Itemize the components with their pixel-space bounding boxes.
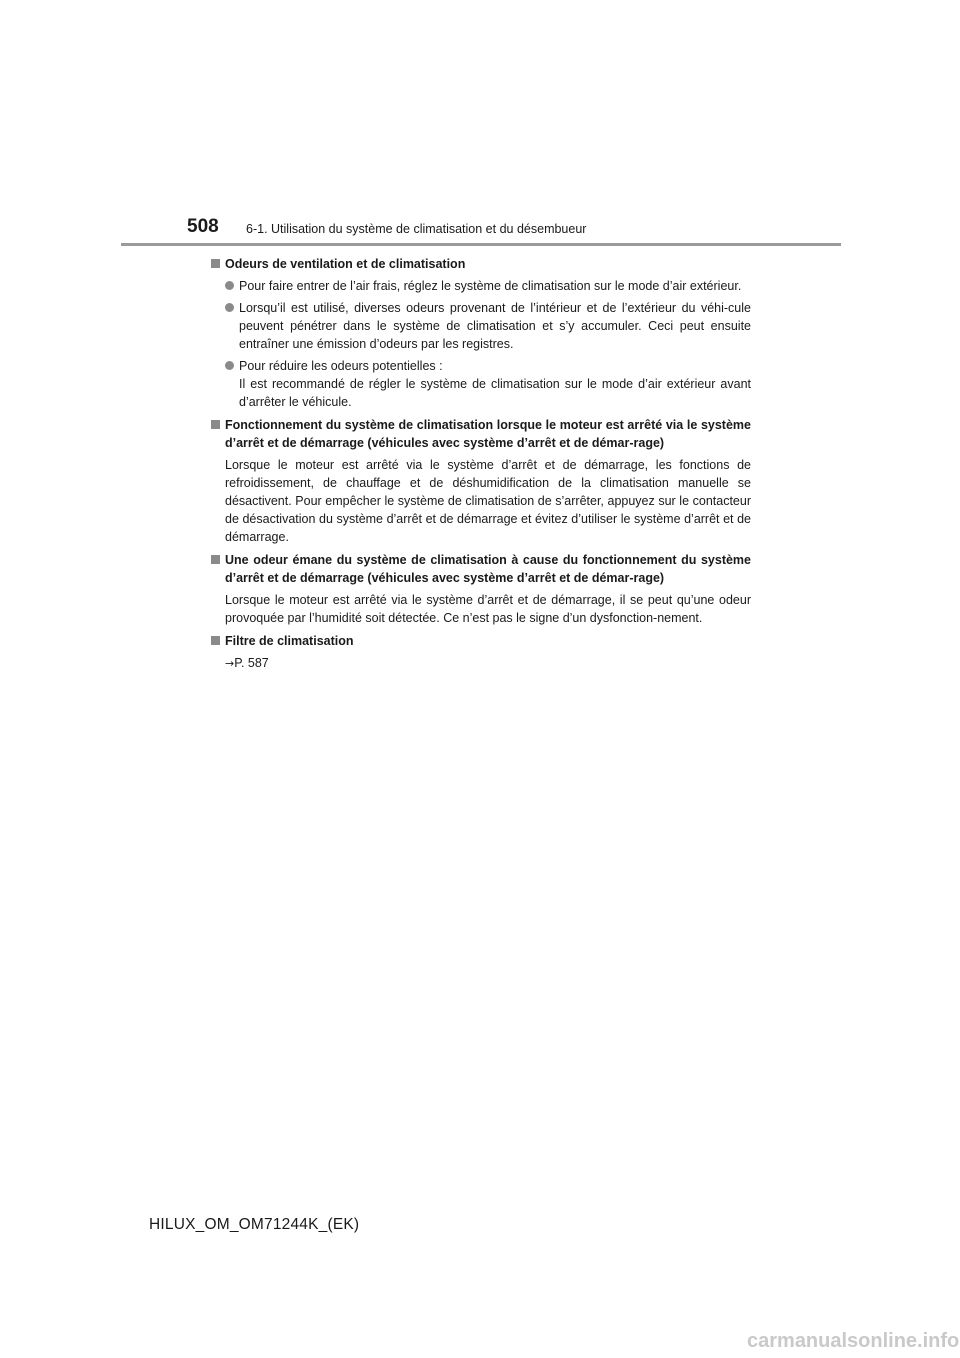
section-title (211, 551, 751, 587)
list-item-lead: Pour réduire les odeurs potentielles : (239, 359, 443, 373)
header-divider (121, 243, 841, 246)
list-item (211, 277, 751, 295)
page-number: 508 (187, 216, 219, 237)
section-stop-start-ac (211, 416, 751, 546)
section-title (211, 255, 751, 273)
list-item (211, 299, 751, 353)
section-title-text: Filtre de climatisation (225, 634, 354, 648)
list-item-text: Il est recommandé de régler le système de climatisation sur le mode d’air extérieur avant d’arrêter le véhicule. (239, 377, 751, 409)
section-stop-start-odor (211, 551, 751, 627)
round-bullet-icon (225, 361, 234, 370)
section-title (211, 632, 751, 650)
list-item-text: Pour faire entrer de l’air frais, réglez le système de climatisation sur le mode d’air extérieur. (239, 279, 742, 293)
watermark-logo: carmanualsonline.info (747, 1330, 960, 1352)
square-bullet-icon (211, 420, 220, 429)
section-body: Lorsque le moteur est arrêté via le système d’arrêt et de démarrage, il se peut qu’une odeur provoquée par l’humidité soit détectée. Ce n’est pas le signe d’un dysfonction-nement. (225, 593, 751, 625)
document-code: HILUX_OM_OM71244K_(EK) (149, 1216, 360, 1233)
square-bullet-icon (211, 636, 220, 645)
list-item (211, 357, 751, 411)
chapter-title: 6-1. Utilisation du système de climatisation et du désembueur (246, 222, 587, 236)
square-bullet-icon (211, 259, 220, 268)
square-bullet-icon (211, 555, 220, 564)
page-content (211, 255, 751, 678)
section-body: Lorsque le moteur est arrêté via le système d’arrêt et de démarrage, les fonctions de refroidissement, de chauffage et de déshumidification de la climatisation manuelle se désactivent. Pour empêcher le système de climatisation de s’arrêter, appuyez sur le contacteur de désactivation du système d’arrêt et de démarrage et évitez d’utiliser le système d’arrêt et de démarrage. (225, 458, 751, 544)
section-title-text: Une odeur émane du système de climatisation à cause du fonctionnement du système d’arrêt et de démarrage (véhicules avec système d’arrêt et de démar-rage) (225, 553, 751, 585)
list-item-text: Lorsqu’il est utilisé, diverses odeurs provenant de l’intérieur et de l’extérieur du véhi-cule peuvent pénétrer dans le système de climatisation et s’y accumuler. Ceci peut ensuite entraîner une émission d’odeurs par les registres. (239, 301, 751, 351)
section-ac-filter (211, 632, 751, 673)
section-title-text: Fonctionnement du système de climatisation lorsque le moteur est arrêté via le système d’arrêt et de démarrage (véhicules avec système d’arrêt et de démar-rage) (225, 418, 751, 450)
section-ventilation-odors (211, 255, 751, 411)
cross-reference-text: P. 587 (234, 656, 269, 670)
cross-reference-link[interactable] (211, 654, 751, 673)
round-bullet-icon (225, 303, 234, 312)
section-title (211, 416, 751, 452)
round-bullet-icon (225, 281, 234, 290)
section-title-text: Odeurs de ventilation et de climatisation (225, 257, 466, 271)
arrow-right-icon: → (225, 657, 235, 670)
